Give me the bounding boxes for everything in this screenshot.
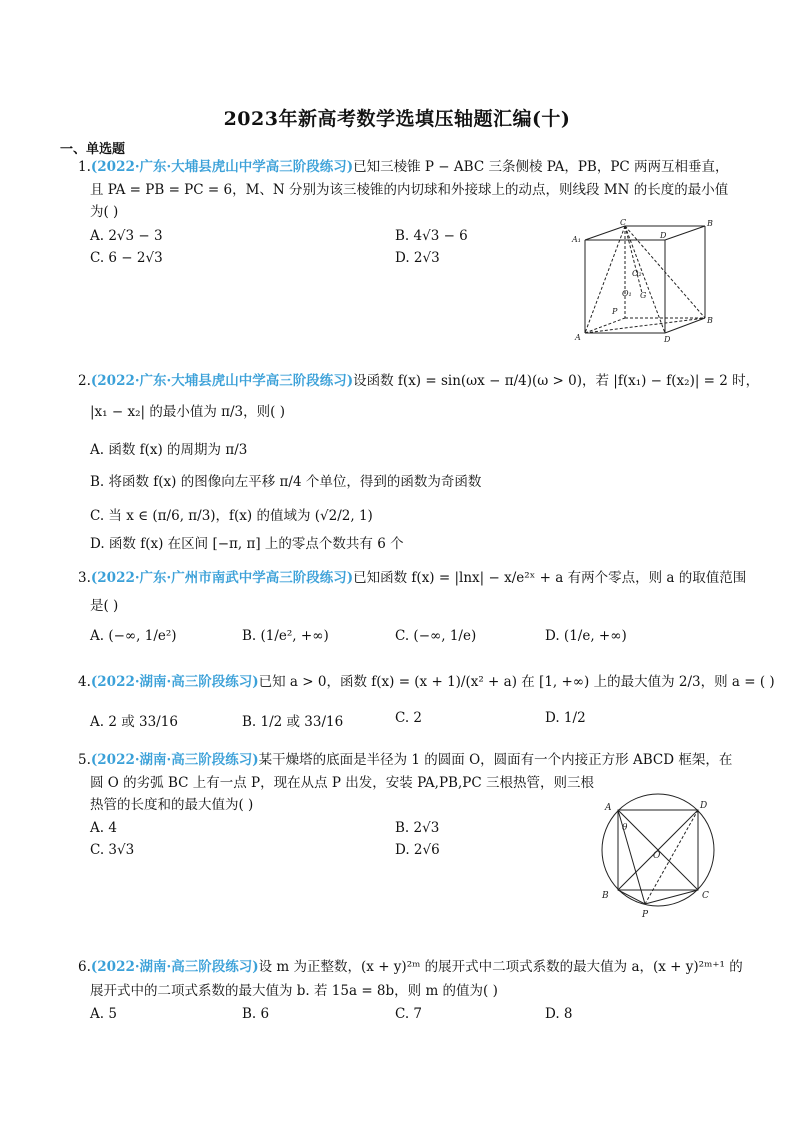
figure-label: B [707, 219, 713, 228]
cube-figure [570, 218, 720, 348]
figure-label: θ [622, 823, 628, 833]
question-text: 某干燥塔的底面是半径为 1 的圆面 O，圆面有一个内接正方形 ABCD 框架，在 [258, 752, 733, 768]
question-source: (2022·广东·广州市南武中学高三阶段练习) [90, 570, 354, 586]
question-number: 1. [78, 159, 91, 175]
figure-label: P [612, 307, 618, 316]
option-a: A. 2 或 33/16 [90, 714, 178, 730]
figure-label: B [707, 316, 713, 325]
option-b: B. 1/2 或 33/16 [242, 714, 344, 730]
question-text: 展开式中的二项式系数的最大值为 b. 若 15a = 8b，则 m 的值为( ) [90, 983, 498, 999]
question-text: 且 PA = PB = PC = 6，M、N 分别为该三棱锥的内切球和外接球上的动点，则线段 MN 的长度的最小值 [90, 182, 729, 198]
figure-label: A₁ [572, 235, 581, 244]
option-c: C. 2 [395, 710, 423, 726]
question-text: 是( ) [90, 598, 119, 614]
figure-label: O₂ [632, 269, 642, 278]
question-number: 3. [78, 570, 91, 586]
figure-label: O₁ [622, 289, 632, 298]
question-text: 设函数 f(x) = sin(ωx − π/4)(ω > 0)，若 |f(x₁) − f(x₂)| = 2 时， [353, 373, 760, 389]
figure-label: D [660, 231, 667, 240]
figure-label: A [575, 333, 581, 342]
question-number: 4. [78, 674, 91, 690]
question-number: 2. [78, 373, 91, 389]
option-d: D. 函数 f(x) 在区间 [−π, π] 上的零点个数共有 6 个 [90, 536, 404, 552]
option-b: B. (1/e², +∞) [242, 628, 329, 644]
figure-label: G [640, 291, 647, 300]
option-a: A. 5 [90, 1006, 117, 1022]
question-source: (2022·广东·大埔县虎山中学高三阶段练习) [90, 373, 354, 389]
option-c: C. (−∞, 1/e) [395, 628, 477, 644]
question-text: 已知函数 f(x) = |lnx| − x/e²ˣ + a 有两个零点，则 a 的取值范围 [353, 570, 747, 586]
option-d: D. 2√6 [395, 842, 440, 858]
section-heading: 一、单选题 [60, 142, 126, 157]
option-d: D. (1/e, +∞) [545, 628, 627, 644]
option-b: B. 4√3 − 6 [395, 228, 468, 244]
question-text: 热管的长度和的最大值为( ) [90, 797, 254, 813]
option-d: D. 8 [545, 1006, 573, 1022]
question-number: 6. [78, 959, 91, 975]
question-text: 圆 O 的劣弧 BC 上有一点 P，现在从点 P 出发，安装 PA,PB,PC 三根热管，则三根 [90, 775, 594, 791]
figure-label: B [602, 891, 609, 901]
figure-label: C [702, 891, 709, 901]
option-a: A. 函数 f(x) 的周期为 π/3 [90, 442, 248, 458]
figure-label: P [642, 910, 649, 920]
option-c: C. 当 x ∈ (π/6, π/3)，f(x) 的值域为 (√2/2, 1) [90, 508, 373, 524]
option-b: B. 2√3 [395, 820, 440, 836]
figure-label: D [700, 801, 708, 811]
question-text: |x₁ − x₂| 的最小值为 π/3，则( ) [90, 404, 285, 420]
option-c: C. 3√3 [90, 842, 135, 858]
question-source: (2022·广东·大埔县虎山中学高三阶段练习) [90, 159, 354, 175]
option-c: C. 7 [395, 1006, 423, 1022]
question-number: 5. [78, 752, 91, 768]
option-b: B. 将函数 f(x) 的图像向左平移 π/4 个单位，得到的函数为奇函数 [90, 474, 482, 490]
figure-label: D [664, 335, 671, 344]
option-a: A. 2√3 − 3 [90, 228, 163, 244]
question-text: 设 m 为正整数，(x + y)²ᵐ 的展开式中二项式系数的最大值为 a，(x + y)²ᵐ⁺¹ 的 [258, 959, 743, 975]
question-text: 已知三棱锥 P − ABC 三条侧棱 PA，PB，PC 两两互相垂直， [353, 159, 729, 175]
question-source: (2022·湖南·高三阶段练习) [90, 752, 259, 768]
question-text: 为( ) [90, 204, 119, 220]
option-d: D. 1/2 [545, 710, 586, 726]
option-a: A. (−∞, 1/e²) [90, 628, 177, 644]
circle-figure [590, 786, 730, 921]
question-text: 已知 a > 0，函数 f(x) = (x + 1)/(x² + a) 在 [1, +∞) 上的最大值为 2/3，则 a = ( ) [258, 674, 775, 690]
option-c: C. 6 − 2√3 [90, 250, 163, 266]
figure-label: O [653, 851, 661, 861]
question-source: (2022·湖南·高三阶段练习) [90, 959, 259, 975]
figure-label: A [605, 803, 612, 813]
option-b: B. 6 [242, 1006, 270, 1022]
page-title: 2023年新高考数学选填压轴题汇编(十) [223, 108, 571, 130]
option-a: A. 4 [90, 820, 117, 836]
question-source: (2022·湖南·高三阶段练习) [90, 674, 259, 690]
option-d: D. 2√3 [395, 250, 440, 266]
figure-label: C [620, 218, 627, 227]
